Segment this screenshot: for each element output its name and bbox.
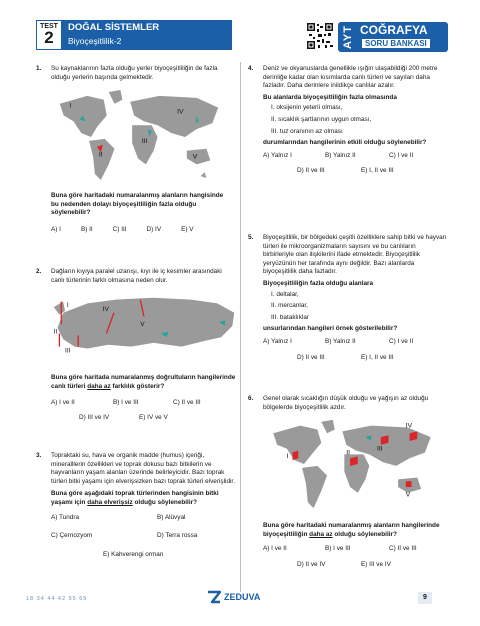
statement-list <box>263 104 448 136</box>
question-number: 6. <box>248 395 254 402</box>
option-e[interactable]: E) III ve IV <box>361 560 391 568</box>
map-label: I <box>66 302 69 310</box>
map-label: III <box>65 347 71 355</box>
answer-options <box>51 226 226 235</box>
prompt-emphasis: daha az <box>87 382 111 390</box>
map-label: IV <box>177 108 184 116</box>
world-map-q1 <box>50 86 226 184</box>
option-d[interactable]: D) II ve III <box>297 353 325 361</box>
title-bar <box>62 20 232 50</box>
option-b[interactable]: B) I ve III <box>113 399 139 407</box>
prompt-text: Buna göre haritadaki numaralanmış alanların hangilerinde biyoçeşitliliğin <box>263 522 440 538</box>
prompt-text: Buna göre haritada numaralanmış doğrultuların hangilerinde canlı türleri <box>51 374 236 390</box>
question-2-prompt <box>36 374 236 422</box>
option-c[interactable]: C) I ve II <box>389 337 414 345</box>
option-a[interactable]: A) I ve II <box>51 399 75 407</box>
test-label: TEST <box>40 23 58 30</box>
map-label: III <box>376 445 383 453</box>
option-a[interactable]: A) Yalnız I <box>263 337 292 345</box>
option-d[interactable]: D) II ve IV <box>297 560 326 568</box>
map-label: V <box>192 153 198 161</box>
question-stem: Topraktaki su, hava ve organik madde (humus) içeriği, mineralllerin özellikleri ve toprak dokusu bazı bitkilerin ve hayvanların yaşam alanları üzerinde belirleyicidir. Bazı toprak türleri bitki yaşamı için elverişsizken bazı toprak türleri elverişlidir. <box>51 452 235 485</box>
option-a[interactable]: A) Yalnız I <box>263 151 292 159</box>
statement-list <box>263 291 448 323</box>
question-5 <box>248 234 448 362</box>
option-b[interactable]: B) Yalnız II <box>325 151 356 159</box>
prompt-text-end: olduğu söylenebilir? <box>132 498 197 506</box>
question-stem: Su kaynaklarının fazla olduğu yerler biyoçeşitliliğin de fazla olduğu yerlerin başında gelmektedir. <box>51 65 218 81</box>
option-c[interactable]: C) II ve III <box>389 545 417 553</box>
question-lead: Bu alanlarda biyoçeşitliliğin fazla olmasında <box>263 93 397 101</box>
statement-item: III. tuz oranının az olması <box>271 127 343 135</box>
map-label: V <box>405 491 411 499</box>
zeduva-logo-icon <box>207 590 221 604</box>
question-number: 4. <box>248 65 254 72</box>
prompt-emphasis: daha az <box>309 530 333 538</box>
option-e[interactable]: E) IV ve V <box>139 413 168 421</box>
page-number: 9 <box>418 592 432 604</box>
map-label: IV <box>102 305 109 313</box>
map-label: I <box>286 453 289 461</box>
prompt-text-end: olduğu söylenebilir? <box>332 530 397 538</box>
brand-side-label: AYT <box>342 25 354 49</box>
option-d[interactable]: D) III ve IV <box>79 413 110 421</box>
statement-item: II. sıcaklık şartlarının uygun olması, <box>271 115 372 123</box>
option-e[interactable]: E) I, II ve III <box>361 353 394 361</box>
answer-options <box>51 514 236 560</box>
footer-codes: 18 34 44 42 55 65 <box>26 596 88 602</box>
statement-item: II. mercanlar, <box>271 302 308 310</box>
question-number: 5. <box>248 234 254 241</box>
column-divider <box>240 62 241 592</box>
option-a[interactable]: A) I <box>51 225 61 233</box>
question-prompt <box>51 490 236 507</box>
option-b[interactable]: B) I ve III <box>325 545 351 553</box>
option-e[interactable]: E) I, II ve III <box>361 167 394 175</box>
unit-subtitle: Biyoçeşitlilik-2 <box>68 36 122 46</box>
question-prompt: durumlarından hangilerinin etkili olduğu söylenebilir? <box>263 139 427 147</box>
option-b[interactable]: B) Yalnız II <box>325 337 356 345</box>
statement-item: I. oksijenin yeterli olması, <box>271 104 343 112</box>
qr-code-icon[interactable] <box>306 22 334 50</box>
statement-item: III. bataklıklar <box>271 313 310 321</box>
map-label: II <box>98 151 103 159</box>
question-stem: Genel olarak sıcaklığın düşük olduğu ve yağışın az olduğu bölgelerde biyoçeşitlilik azdır. <box>263 395 429 411</box>
option-c[interactable]: C) Çernozyom <box>51 532 93 540</box>
question-3 <box>36 452 236 559</box>
option-a[interactable]: A) I ve II <box>263 545 287 553</box>
answer-options <box>263 338 448 362</box>
map-label: II <box>346 449 350 457</box>
map-label: III <box>141 137 148 145</box>
statement-item: I. deltalar, <box>271 290 299 298</box>
question-4 <box>248 65 448 176</box>
question-prompt <box>51 374 236 391</box>
world-map-q6 <box>262 416 442 512</box>
question-1 <box>36 65 234 82</box>
question-number: 2. <box>36 268 42 275</box>
question-stem: Biyoçeşitlilik, bir bölgedeki çeşitli özelliklere sahip bitki ve hayvan türleri ile mikroorganizmaların sayısını ve bu canlıların birbirleriyle olan ilişkilerini ifade etmektedir. Biyoçeşitlilik yeryüzünün her tarafında aynı değildir. Bazı alanlarda biyoçeşitlilik daha fazladır. <box>263 234 447 276</box>
page-header <box>0 0 480 56</box>
brand-title: COĞRAFYA <box>360 23 428 37</box>
prompt-emphasis: daha elverişsiz <box>87 498 133 506</box>
question-lead: Biyoçeşitliliğin fazla olduğu alanlara <box>263 279 374 287</box>
test-badge <box>36 20 62 50</box>
publisher-name: ZEDUVA <box>224 592 261 602</box>
map-label: II <box>53 328 58 336</box>
option-b[interactable]: B) Alüvyal <box>157 513 186 521</box>
publisher-logo <box>207 590 260 604</box>
option-b[interactable]: B) II <box>80 225 93 233</box>
option-e[interactable]: E) V <box>181 225 194 233</box>
answer-options <box>263 152 448 176</box>
option-d[interactable]: D) II ve III <box>297 167 325 175</box>
question-prompt: unsurlarından hangileri örnek gösterilebilir? <box>263 325 398 333</box>
question-6-prompt <box>248 522 448 569</box>
option-c[interactable]: C) II ve III <box>173 399 201 407</box>
option-c[interactable]: C) III <box>112 225 127 233</box>
option-e[interactable]: E) Kahverengi orman <box>103 550 164 558</box>
option-d[interactable]: D) IV <box>146 225 162 233</box>
question-stem: Deniz ve okyanuslarda genellikle ışığın ulaşabildiği 200 metre derinliğe kadar olan kısımlarda canlı türleri ve sayıları daha fazladır. Daha derinlere inildikçe canlılar azalır. <box>263 65 438 90</box>
option-a[interactable]: A) Tundra <box>51 513 80 521</box>
brand-subtitle: SORU BANKASI <box>362 39 430 48</box>
turkey-map-q2 <box>50 292 238 358</box>
answer-options <box>263 545 448 569</box>
question-prompt: Buna göre haritadaki numaralanmış alanların hangisinde bu nedenden dolayı biyoçeşitliliğin fazla olduğu söylenebilir? <box>51 192 224 217</box>
question-2 <box>36 268 234 285</box>
unit-title: DOĞAL SİSTEMLER <box>68 22 160 33</box>
question-1-prompt <box>36 192 226 234</box>
question-prompt <box>263 522 448 539</box>
prompt-text-end: farklılık gösterir? <box>110 382 165 390</box>
question-number: 1. <box>36 65 42 72</box>
map-label: V <box>140 320 145 328</box>
map-label: IV <box>405 422 413 430</box>
test-number: 2 <box>44 28 54 47</box>
option-c[interactable]: C) I ve II <box>389 151 414 159</box>
prompt-text: Buna göre aşağıdaki toprak türlerinden hangisinin bitki yaşamı için <box>51 490 219 506</box>
brand-logo <box>338 22 448 52</box>
question-6 <box>248 395 448 412</box>
question-number: 3. <box>36 452 42 459</box>
map-label: I <box>69 102 72 110</box>
option-d[interactable]: D) Terra rossa <box>157 532 198 540</box>
answer-options <box>51 399 236 422</box>
question-stem: Dağların kıyıya paralel uzanışı, kıyı ile iç kesimler arasındaki canlı türlerinin farklı olmasına neden olur. <box>51 268 222 284</box>
